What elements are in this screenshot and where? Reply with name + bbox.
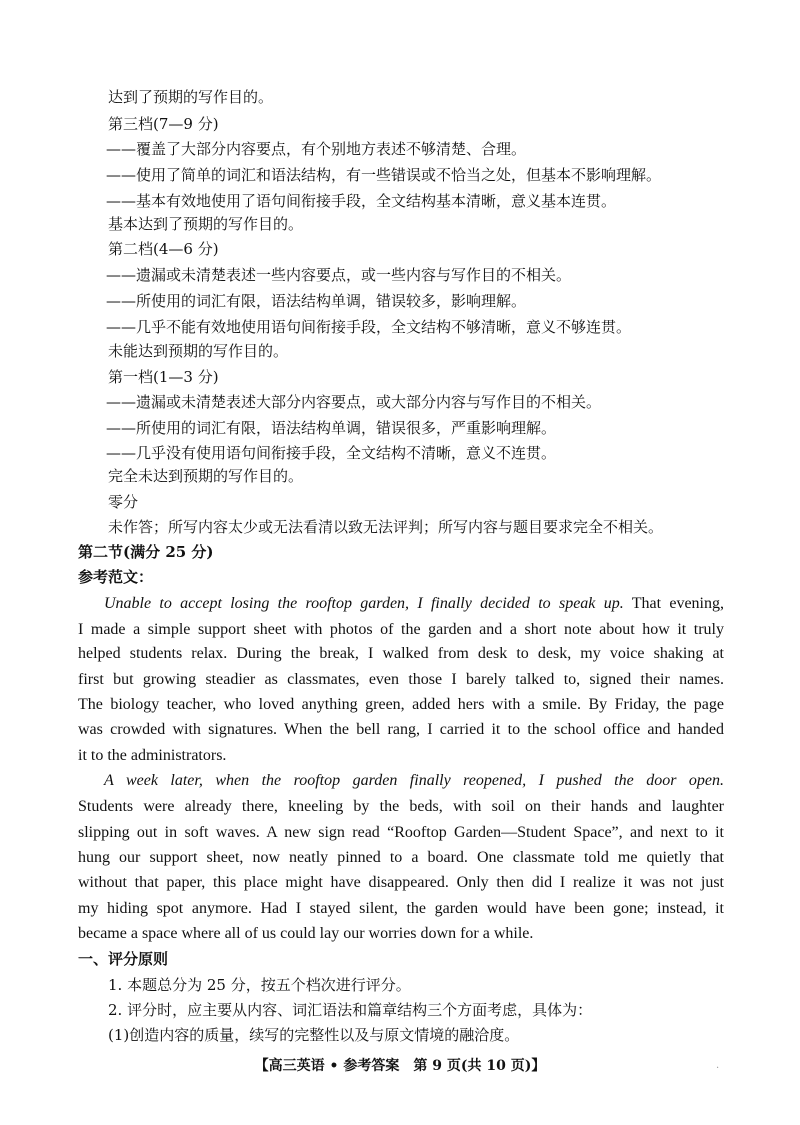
essay-line: The biology teacher, who loved anything green, added hers with a smile. By Friday, the page	[78, 696, 724, 713]
section-2-heading: 第二节(满分 25 分)	[78, 543, 214, 561]
rubric-line: ——几乎没有使用语句间衔接手段，全文结构不清晰，意义不连贯。	[106, 444, 557, 462]
principle-item: 2. 评分时，应主要从内容、词汇语法和篇章结构三个方面考虑，具体为：	[108, 1001, 593, 1019]
rubric-line: 完全未达到预期的写作目的。	[108, 467, 304, 485]
band-1-heading: 第一档(1—3 分)	[108, 368, 219, 386]
essay-line: slipping out in soft waves. A new sign read “Rooftop Garden—Student Space”, and next to it	[78, 824, 724, 841]
essay-italic-opening: Unable to accept losing the rooftop garden, I finally decided to speak up.	[104, 595, 624, 612]
scan-dot-mark: .	[716, 1060, 720, 1071]
essay-line: Students were already there, kneeling by the beds, with soil on their hands and laughter	[78, 798, 724, 815]
rubric-line: ——几乎不能有效地使用语句间衔接手段，全文结构不够清晰，意义不够连贯。	[106, 318, 632, 336]
page-footer: 【高三英语 • 参考答案 第 9 页(共 10 页)】	[254, 1058, 546, 1074]
rubric-line: ——所使用的词汇有限，语法结构单调，错误较多，影响理解。	[106, 292, 527, 310]
essay-line: became a space where all of us could lay our worries down for a while.	[78, 925, 534, 942]
essay-line	[104, 770, 724, 792]
rubric-line: ——覆盖了大部分内容要点，有个别地方表述不够清楚、合理。	[106, 140, 527, 158]
essay-line: my hiding spot anymore. Had I stayed silent, the garden would have been gone; instead, it	[78, 900, 724, 917]
scoring-principles-heading: 一、评分原则	[78, 950, 169, 968]
sample-essay-label: 参考范文：	[78, 568, 154, 586]
rubric-line: 未作答；所写内容太少或无法看清以致无法评判；所写内容与题目要求完全不相关。	[108, 518, 664, 536]
principle-item: 1. 本题总分为 25 分，按五个档次进行评分。	[108, 976, 411, 994]
essay-line: first but growing steadier as classmates, even those I barely talked to, signed their names.	[78, 671, 724, 688]
rubric-line: ——使用了简单的词汇和语法结构，有一些错误或不恰当之处，但基本不影响理解。	[106, 166, 662, 184]
rubric-line: 基本达到了预期的写作目的。	[108, 215, 304, 233]
band-3-heading: 第三档(7—9 分)	[108, 115, 219, 133]
essay-line: without that paper, this place might have disappeared. Only then did I realize it was not just	[78, 874, 724, 891]
band-2-heading: 第二档(4—6 分)	[108, 240, 219, 258]
rubric-line: ——所使用的词汇有限，语法结构单调，错误很多，严重影响理解。	[106, 419, 557, 437]
essay-line: helped students relax. During the break, I walked from desk to desk, my voice shaking at	[78, 645, 724, 662]
essay-line: I made a simple support sheet with photos of the garden and a short note about how it truly	[78, 621, 724, 638]
essay-line: it to the administrators.	[78, 747, 227, 764]
essay-italic-opening: A week later, when the rooftop garden finally reopened, I pushed the door open.	[104, 772, 724, 789]
essay-line: hung our support sheet, now neatly pinned to a board. One classmate told me quietly that	[78, 849, 724, 866]
rubric-line: 达到了预期的写作目的。	[108, 88, 274, 106]
principle-item: (1)创造内容的质量，续写的完整性以及与原文情境的融洽度。	[108, 1026, 520, 1044]
rubric-line: ——遗漏或未清楚表述大部分内容要点，或大部分内容与写作目的不相关。	[106, 393, 602, 411]
zero-band-heading: 零分	[108, 493, 139, 511]
essay-line	[104, 593, 724, 615]
essay-line: was crowded with signatures. When the bell rang, I carried it to the school office and handed	[78, 721, 724, 738]
rubric-line: 未能达到预期的写作目的。	[108, 342, 289, 360]
essay-text: That evening,	[623, 595, 724, 612]
rubric-line: ——基本有效地使用了语句间衔接手段，全文结构基本清晰，意义基本连贯。	[106, 192, 617, 210]
rubric-line: ——遗漏或未清楚表述一些内容要点，或一些内容与写作目的不相关。	[106, 266, 572, 284]
